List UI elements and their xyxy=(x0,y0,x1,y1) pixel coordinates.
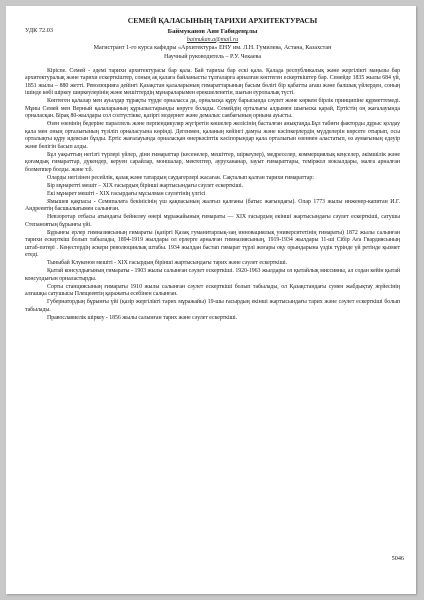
paragraph: Невзоротар отбасы атындағы бейнелеу өнері мұражайының ғимараты — XIX ғасырдың екінші жартысындағы сәулет ескерткіші, сатушы Степановтың бұрынғы үйі. xyxy=(25,214,400,228)
paragraph: Сорты станциясының ғимараты 1910 жылы салынған сәулет ескерткіші болып табылады, ол Қазақстандағы сумен жабдықтау жүйесінің алғашқы сатушысы Плещеевтің қаражаты есебінен салынған. xyxy=(25,283,400,298)
paragraph: Көптеген қалалар мен ауылдар тұрақты түрде орналасса да, орналасқа құру барысында сәулет және көркем бірлік принципіне құрметтемеді. Мұны Семей мен Верный қалаларының құрылыстарынды көруге болады. Семейдің орталығы алдымен шығыска қарай, Ертістің оң жағалауында орналасқан. Бірақ 80-жылдары сол солтүстікке, қазіргі модернет және демалыс саябағының орнына ауысты. xyxy=(25,98,400,120)
paragraph: Тыныбай Клукенов мешіті - XIX ғасырдың бірінші жартысындағы тарих және сәулет ескерткіші. xyxy=(47,260,288,267)
paragraph: Губернатордың бұрынғы үйі (қазір жергілікті тарих мұражайы) 19-шы ғасырдың екінші жартысындағы тарих және сәулет ескерткіші болып табылады. xyxy=(25,299,400,313)
paper-page xyxy=(6,6,416,594)
paragraph: Оларды негізінен ресейлік, қазақ және татардың саудагерлері жасаған. Сақталып қалған тарихи ғимараттар: xyxy=(47,174,314,181)
page-content xyxy=(25,16,400,322)
paragraph: Ямышев қақпасы - Семипалата бекінісінің үш қақпасының жалғыз қалғаны (батыс жағындағы). Олар 1773 жылы инженер-капитан И.Г. Андреевтің басшылығымен салынған. xyxy=(25,198,400,213)
paragraph: Православиелік шіркеу - 1856 жылы салынған тарих және сәулет ескерткіші. xyxy=(47,314,238,321)
paragraph: Бұрынғы ерлер гимназиясының ғимараты (қазіргі Қазақ гуманитарлық-заң инновациялық университетінің ғимараты) 1872 жылы салынған тарихи ескерткіш болып табылады, 1894-1919 жылдары ол ерлерге арналған гимназиясының, 1919-1934 жылдары 11-ші Сібір Аға Гвардиясының штаб-пәтері . Кеңестердің әскери революциялық штабы. 1934 жылдан бастап гимарат түрлі жоғары оқу орындарына үздік түрінде үй ретінде қызмет етеді. xyxy=(25,229,400,259)
paragraph: Бұл уақыттың негізгі түрлері үйлер, діни ғимараттар (кесенелер, мешіттер, шіркеулер), медреселер, коммерциялық кеңселер, әкімшілік және қоғамдық ғимараттар, дүкендер, керуен сарайлар, моншалар, мектептер, аурухананар, зауыт ғимараттары, теміржол вокзалдары, малға арналған болмеппер болды. және т.б. xyxy=(25,151,400,173)
author-email[interactable]: baimukan.a@mail.ru xyxy=(186,36,239,43)
paper-title: СЕМЕЙ ҚАЛАСЫНЫҢ ТАРИХИ АРХИТЕКТУРАСЫ xyxy=(127,16,318,25)
page-number: 5046 xyxy=(391,555,404,562)
paragraph: Кіріспе. Семей - әдемі тарихи архитектурасы бар қала. Бай тарихы бар ескі қала. Қалада республикалық және жергілікті маңызы бар архитектуралық және тарихи ескерткіштер, соның ақ қалаға байланысты тұлғаларға арналған көптеген ескерткіштер бар. Семейде 1835 жылы 684 үй, 1851 жылы – 880 жетті. Революцияға дейінгі Қазақстан қалаларының гимараттарының басым бөлігі бір қабатты ағаш және балшық үйлерден, соның ішінде көбі шіркеу ширкеулерінің және мешіттердің мұнараларымен ерекшеленетін, шағын еуропалық түсті. xyxy=(25,67,400,97)
paragraph: Екі мұнарет мешіті - XIX ғасырдағы мұсылман сәулетінің үлгісі xyxy=(47,190,206,197)
author-affiliation: Магистрант 1-го курса кафедры «Архитектура» ЕНУ им. Л.Н. Гумилева, Астана, Казахстан xyxy=(93,44,332,51)
author-name: Баймуканов Аян Габиденұлы xyxy=(167,27,258,35)
article-body xyxy=(25,68,400,322)
paragraph: Бір мұнаретті мешіт – XIX ғасырдың бірінші жартысындағы сәулет ескерткіші. xyxy=(47,182,244,189)
udk-code: УДК 72.03 xyxy=(25,27,54,34)
paragraph: Қытай консулдығының ғимараты - 1903 жылы салынған сәулет ескерткіші. 1920-1963 жылдары ол қытайлық миссияны, ал содан кейін қытай консулдығын орналастырды. xyxy=(25,268,400,282)
paragraph: Өзен өзенінің бедеріне параллель және перпендикуляр жүгіретін көшелер желісінің басталған анықтаңда.Бұл табиғи факторды дұрыс қолдау қала мен оның орталығының түзіліп орналасуына көрінді. Дегенмен, қаланың кейінгі дамуы және кәсіпкерлердің мүдделерін көрсете отырып, осы орталықты құру идеясын бұзды. Ертіс жағалауында орналасқан өнеркәсіптік кәсіпорындар қала орталығын өзеннен аластатып, өз аумағының едәуір және бөлігін басып алды. xyxy=(25,121,400,150)
scientific-advisor: Научный руководитель – Р.У. Чекаева xyxy=(163,53,262,60)
